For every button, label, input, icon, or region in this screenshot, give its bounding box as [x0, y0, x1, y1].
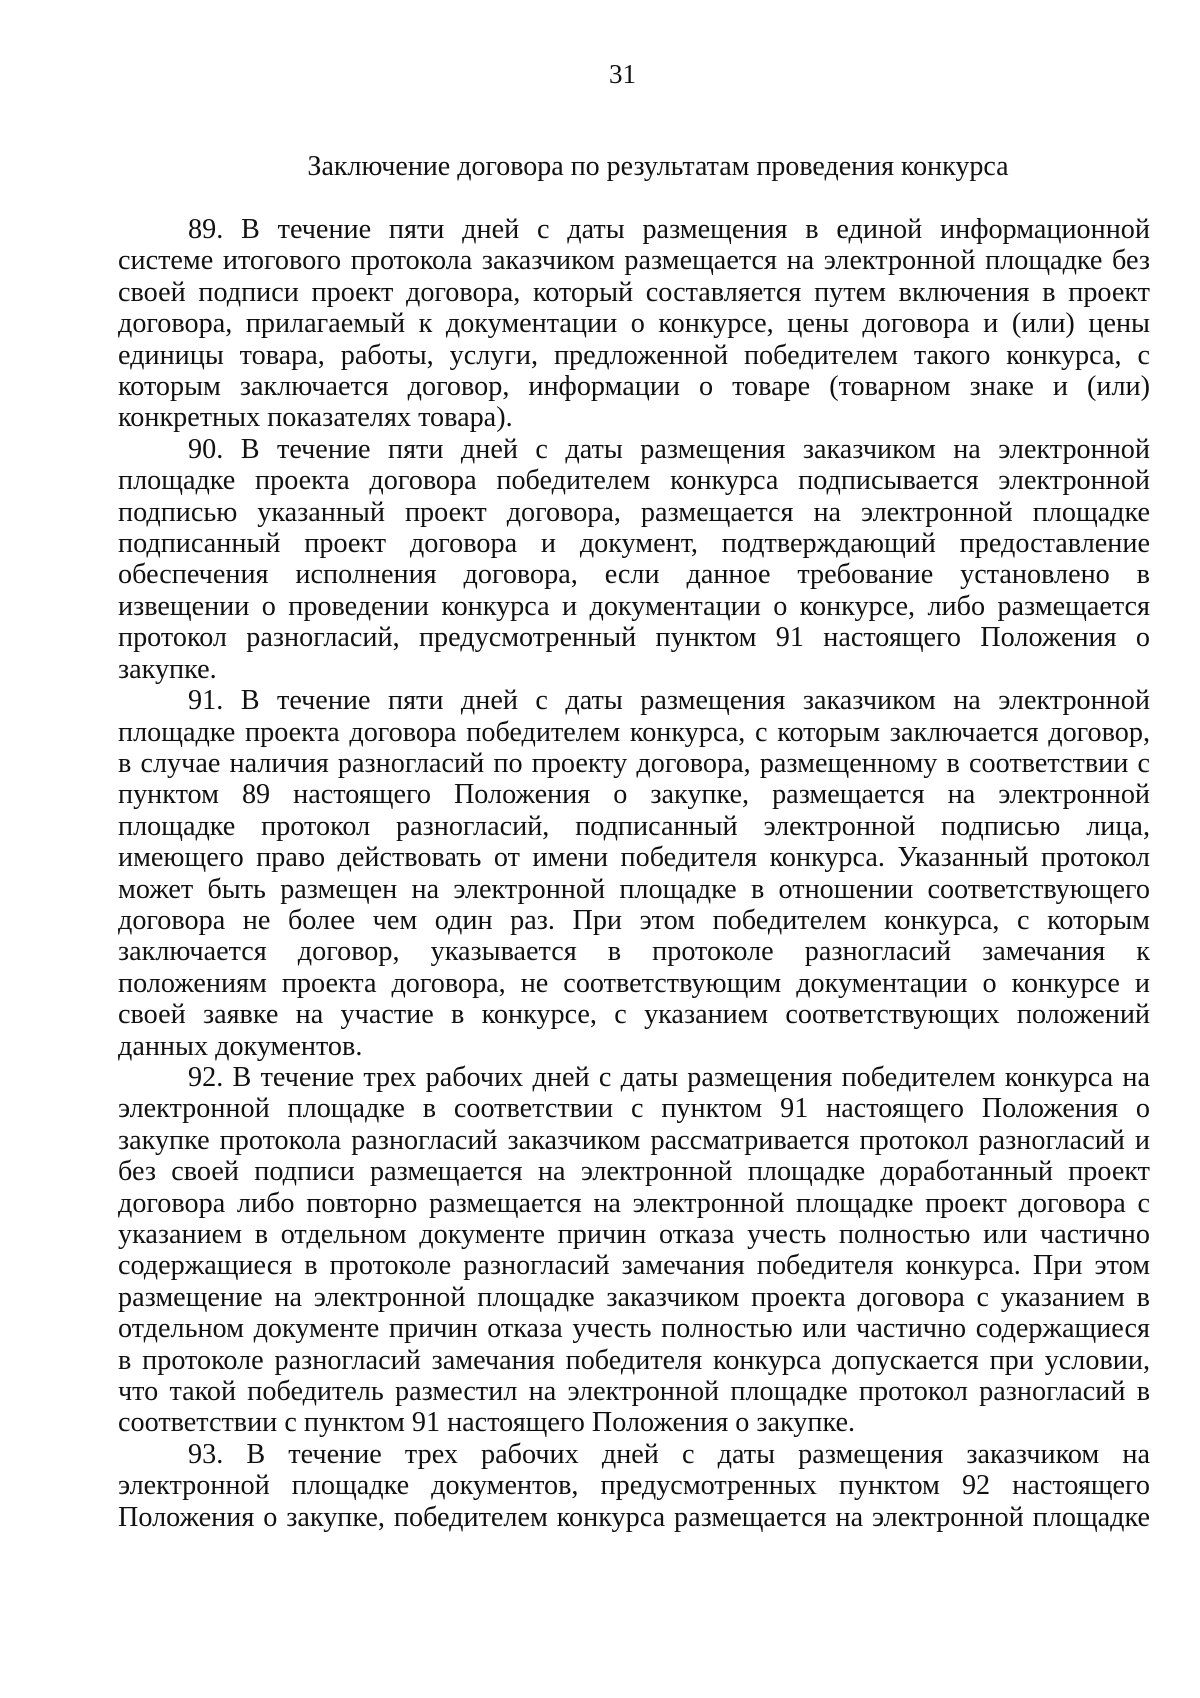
paragraph-line: закупке.	[118, 653, 217, 685]
paragraph-line: договора, прилагаемый к документации о конкурсе, цены договора и (или) цены	[118, 308, 1150, 340]
paragraph-line: пунктом 89 настоящего Положения о закупке, размещается на электронной	[118, 779, 1150, 811]
paragraph-line: без своей подписи размещается на электронной площадке доработанный проект	[118, 1156, 1150, 1188]
paragraph-line: конкретных показателях товара).	[118, 402, 513, 434]
paragraph-line: соответствии с пунктом 91 настоящего Положения о закупке.	[118, 1407, 856, 1439]
paragraph-line: договора не более чем один раз. При этом победителем конкурса, с которым	[118, 904, 1150, 936]
paragraph	[118, 434, 1150, 685]
paragraph-line: договора либо повторно размещается на электронной площадке проект договора с	[118, 1187, 1150, 1219]
paragraph-line: площадке протокол разногласий, подписанный электронной подписью лица,	[118, 810, 1150, 842]
paragraph-line: в случае наличия разногласий по проекту договора, размещенному в соответствии с	[118, 747, 1150, 779]
paragraph-line: извещении о проведении конкурса и документации о конкурсе, либо размещается	[118, 590, 1150, 622]
paragraph-line: Положения о закупке, победителем конкурса размещается на электронной площадке	[118, 1501, 1150, 1533]
paragraph-line: подписью указанный проект договора, размещается на электронной площадке	[118, 496, 1150, 528]
paragraph-line: 92. В течение трех рабочих дней с даты размещения победителем конкурса на	[188, 1061, 1150, 1093]
paragraph-line: обеспечения исполнения договора, если данное требование установлено в	[118, 559, 1150, 591]
document-body	[118, 214, 1150, 1533]
paragraph-line: указанием в отдельном документе причин отказа учесть полностью или частично	[118, 1219, 1150, 1250]
paragraph-line: 89. В течение пяти дней с даты размещения в единой информационной	[188, 214, 1150, 245]
paragraph-line: электронной площадке документов, предусмотренных пунктом 92 настоящего	[118, 1470, 1150, 1502]
paragraph	[118, 214, 1150, 434]
paragraph	[118, 685, 1150, 1062]
paragraph-line: 91. В течение пяти дней с даты размещения заказчиком на электронной	[188, 685, 1150, 717]
paragraph-line: единицы товара, работы, услуги, предложенной победителем такого конкурса, с	[118, 339, 1150, 371]
paragraph-line: которым заключается договор, информации о товаре (товарном знаке и (или)	[118, 371, 1150, 403]
paragraph	[118, 1062, 1150, 1439]
paragraph-line: закупке протокола разногласий заказчиком рассматривается протокол разногласий и	[118, 1124, 1150, 1156]
paragraph	[118, 1439, 1150, 1533]
paragraph-line: данных документов.	[118, 1030, 363, 1062]
paragraph-line: заключается договор, указывается в протоколе разногласий замечания к	[118, 936, 1150, 968]
paragraph-line: 90. В течение пяти дней с даты размещения заказчиком на электронной	[188, 433, 1150, 465]
page-number: 31	[609, 59, 636, 89]
paragraph-line: содержащиеся в протоколе разногласий замечания победителя конкурса. При этом	[118, 1250, 1150, 1282]
paragraph-line: протокол разногласий, предусмотренный пунктом 91 настоящего Положения о	[118, 622, 1150, 654]
paragraph-line: положениям проекта договора, не соответствующим документации о конкурсе и	[118, 967, 1150, 999]
paragraph-line: подписанный проект договора и документ, подтверждающий предоставление	[118, 528, 1150, 560]
paragraph-line: отдельном документе причин отказа учесть полностью или частично содержащиеся	[118, 1313, 1150, 1345]
section-title: Заключение договора по результатам проведения конкурса	[307, 151, 1009, 182]
paragraph-line: площадке проекта договора победителем конкурса, с которым заключается договор,	[118, 716, 1150, 748]
paragraph-line: что такой победитель разместил на электронной площадке протокол разногласий в	[118, 1376, 1150, 1408]
paragraph-line: своей заявке на участие в конкурсе, с указанием соответствующих положений	[118, 999, 1150, 1031]
paragraph-line: своей подписи проект договора, который составляется путем включения в проект	[118, 276, 1150, 308]
paragraph-line: электронной площадке в соответствии с пунктом 91 настоящего Положения о	[118, 1093, 1150, 1125]
paragraph-line: имеющего право действовать от имени победителя конкурса. Указанный протокол	[118, 842, 1150, 874]
paragraph-line: размещение на электронной площадке заказчиком проекта договора с указанием в	[118, 1281, 1150, 1313]
paragraph-line: 93. В течение трех рабочих дней с даты размещения заказчиком на	[188, 1438, 1150, 1470]
paragraph-line: площадке проекта договора победителем конкурса подписывается электронной	[118, 465, 1150, 497]
paragraph-line: может быть размещен на электронной площадке в отношении соответствующего	[118, 873, 1150, 905]
paragraph-line: в протоколе разногласий замечания победителя конкурса допускается при условии,	[118, 1344, 1150, 1376]
paragraph-line: системе итогового протокола заказчиком размещается на электронной площадке без	[118, 245, 1150, 277]
